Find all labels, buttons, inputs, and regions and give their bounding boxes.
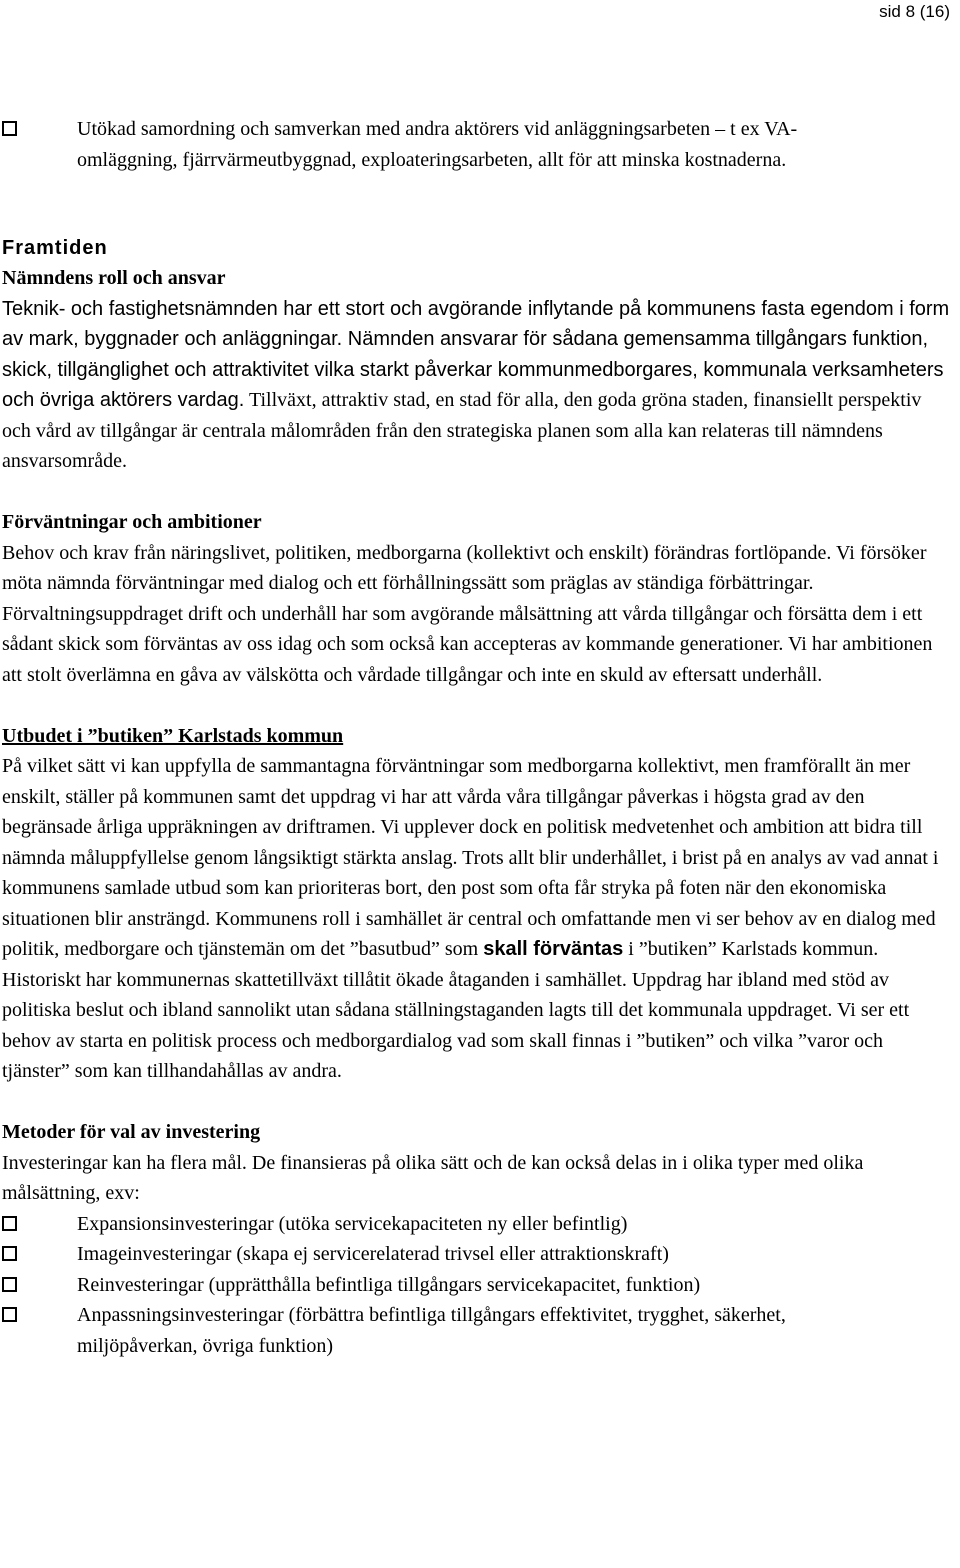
list-item (2, 1300, 952, 1361)
checkbox-bullet-icon (2, 1246, 17, 1261)
checkbox-bullet-icon (2, 1216, 17, 1231)
page-number: sid 8 (16) (879, 2, 950, 21)
emphasis-skall-forvantas: skall förväntas (483, 938, 624, 960)
list-item (2, 114, 952, 175)
paragraph-text-part1: På vilket sätt vi kan uppfylla de sammantagna förväntningar som medborgarna kollektivt, men framförallt än mer enskilt, ställer på kommunen samt det uppdrag vi har att vårda våra tillgångar påverkas i högsta grad av den begränsade årliga uppräkningen av driftramen. Vi upplever dock en politisk medvetenhet och ambition att bidra till nämnda måluppfyllelse genom långsiktigt stärkta anslag. Trots allt blir underhållet, i brist på en analys av vad annat i kommunens samlade utbud som kan prioriteras bort, den post som ofta får stryka på foten när den ekonomiska situationen blir ansträngd. Kommunens roll i samhället är central och omfattande men vi ser behov av en dialog med politik, medborgare och tjänstemän om det ”basutbud” som (2, 755, 939, 960)
checkbox-bullet-icon (2, 121, 17, 136)
paragraph-metoder-intro: Investeringar kan ha flera mål. De finansieras på olika sätt och de kan också delas in i olika typer med olika målsättning, exv: (2, 1151, 864, 1204)
heading-metoder: Metoder för val av investering (2, 1121, 261, 1143)
list-item (2, 1239, 952, 1270)
section-heading-framtiden: Framtiden (2, 236, 108, 259)
list-item-text: Utökad samordning och samverkan med andra aktörers vid anläggningsarbeten – t ex VA-omläggning, fjärrvärmeutbyggnad, exploateringsarbeten, allt för att minska kostnaderna. (77, 118, 798, 171)
list-item-text: Expansionsinvesteringar (utöka servicekapaciteten ny eller befintlig) (77, 1212, 628, 1235)
subheading-namndens-roll: Nämndens roll och ansvar (2, 267, 226, 289)
list-item-text: Imageinvesteringar (skapa ej servicerelaterad trivsel eller attraktionskraft) (77, 1243, 669, 1265)
paragraph-utbudet (2, 751, 952, 1087)
checkbox-bullet-icon (2, 1307, 17, 1322)
list-item-text: Anpassningsinvesteringar (förbättra befintliga tillgångars effektivitet, trygghet, säkerhet, miljöpåverkan, övriga funktion) (77, 1304, 786, 1357)
list-item (2, 1209, 952, 1240)
paragraph-forvantningar: Behov och krav från näringslivet, politiken, medborgarna (kollektivt och enskilt) förändras fortlöpande. Vi försöker möta nämnda förväntningar med dialog och ett förhållningssätt som präglas av ständiga förbättringar. Förvaltningsuppdraget drift och underhåll har som avgörande målsättning att vårda tillgångar och försätta dem i ett sådant skick som förväntas av oss idag och som också kan accepteras av kommande generationer. Vi har ambitionen att stolt överlämna en gåva av välskötta och vårdade tillgångar och inte en skuld av eftersatt underhåll. (2, 541, 933, 686)
paragraph-text-serif: Tillväxt, attraktiv stad, en stad för alla, den goda gröna staden, finansiellt perspektiv och vård av tillgångar är centrala målområden från den strategiska planen som alla kan relateras till nämndens ansvarsområde. (2, 389, 922, 472)
list-item-text: Reinvesteringar (upprätthålla befintliga tillgångars servicekapacitet, funktion) (77, 1273, 701, 1296)
list-item (2, 1270, 952, 1301)
paragraph-text-part2: i ”butiken” Karlstads kommun. Historiskt har kommunernas skattetillväxt tillåtit ökade åtaganden i samhället. Uppdrag har ibland med stöd av politiska beslut och ibland sannolikt utan sådana ställningstaganden lagts till det kommunala uppdraget. Vi ser ett behov av starta en politisk process och medborgardialog vad som skall finnas i ”butiken” och vilka ”varor och tjänster” som kan tillhandahållas av andra. (2, 938, 910, 1082)
heading-forvantningar: Förväntningar och ambitioner (2, 511, 262, 533)
heading-utbudet: Utbudet i ”butiken” Karlstads kommun (2, 724, 344, 747)
document-body (2, 114, 952, 1361)
checkbox-bullet-icon (2, 1277, 17, 1292)
paragraph-text-sans: Teknik- och fastighetsnämnden har ett stort och avgörande inflytande på kommunens fasta egendom i form av mark, byggnader och anläggningar. Nämnden ansvarar för sådana gemensamma tillgångars funktion, skick, tillgänglighet och attraktivitet vilka starkt påverkar kommunmedborgares, kommunala verksamheters och övriga aktörers vardag. (2, 297, 950, 411)
paragraph-namndens-roll (2, 294, 952, 477)
